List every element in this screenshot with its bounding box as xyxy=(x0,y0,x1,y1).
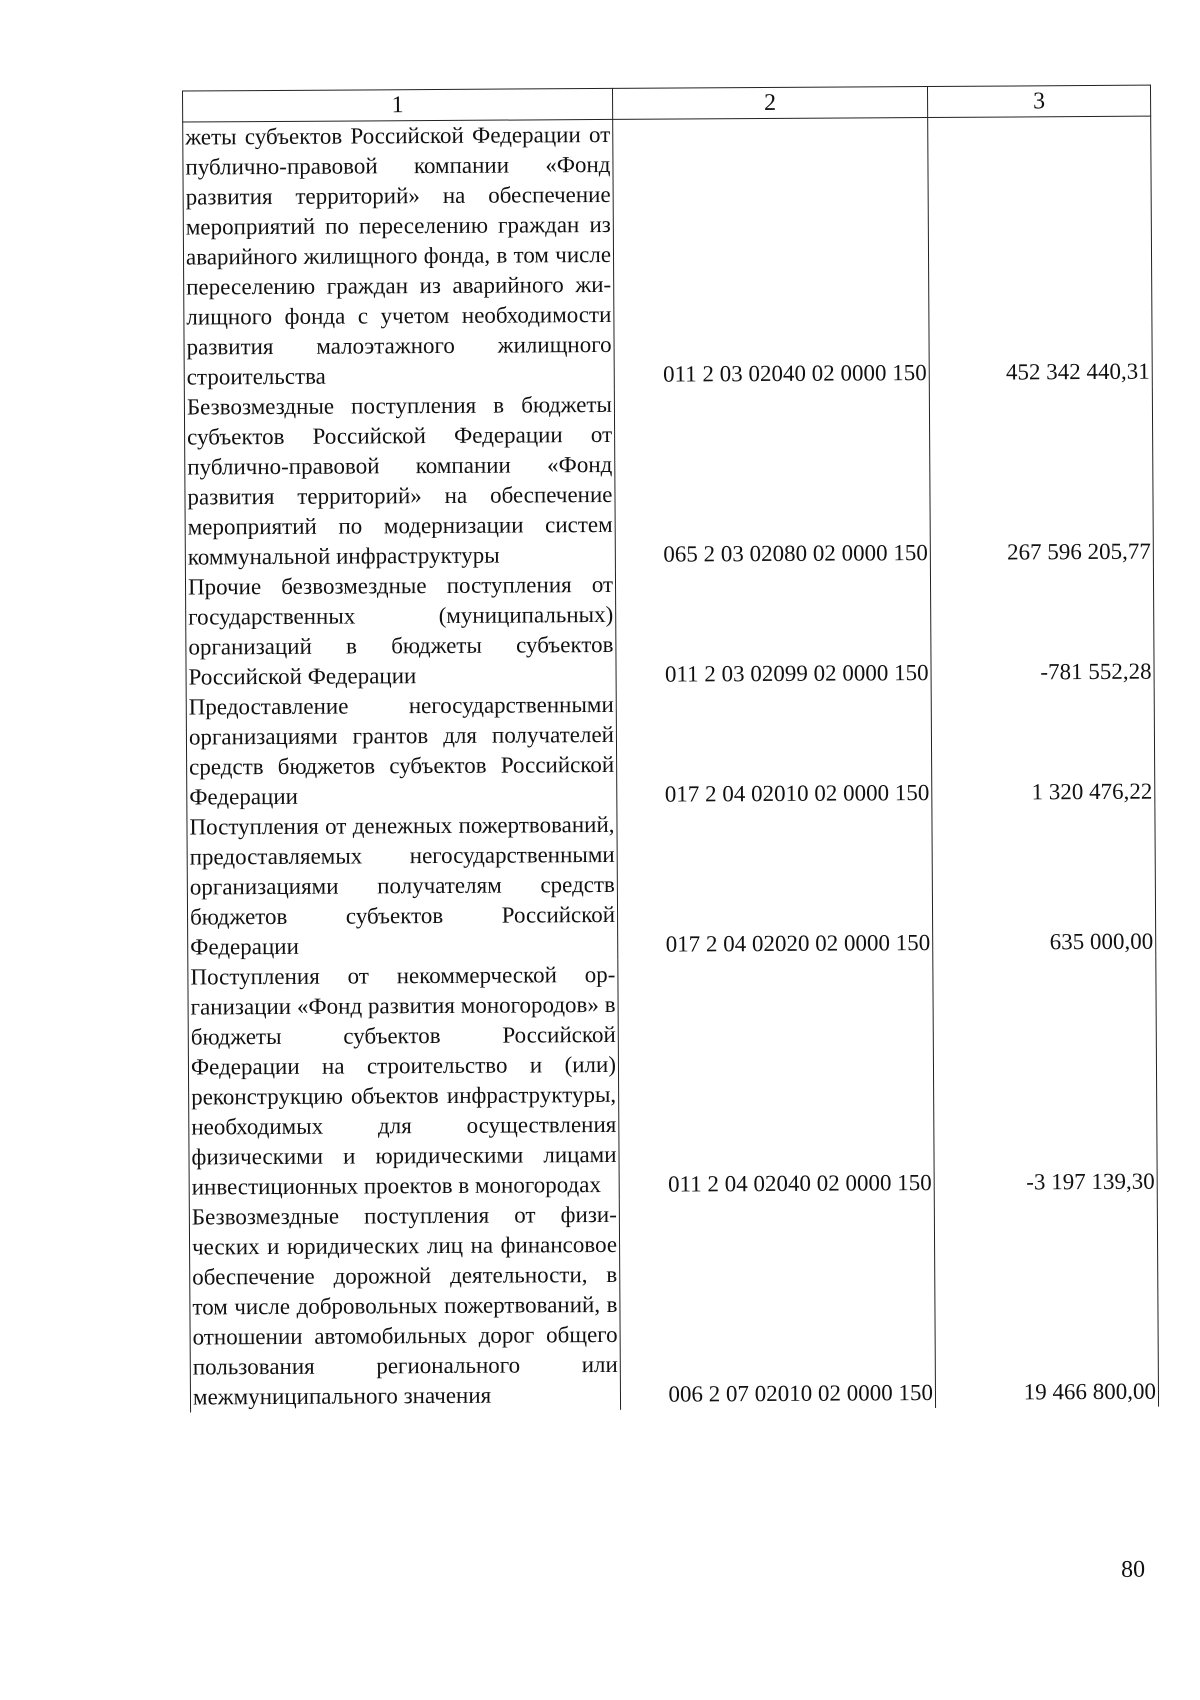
table-row xyxy=(185,567,1154,693)
table-row xyxy=(188,957,1157,1203)
row-code: 065 2 03 02080 02 0000 150 xyxy=(614,388,930,570)
row-description: Безвозмездные поступления в бюджеты субъектов Российской Федерации от публично-правовой компании «Фонд развития территорий» на обеспечение мероприятий по модернизации систем коммунальной инфраструктуры xyxy=(184,390,615,573)
row-amount: 452 342 440,31 xyxy=(928,116,1153,388)
column-header-3: 3 xyxy=(927,85,1150,117)
column-header-2: 2 xyxy=(612,86,927,119)
row-amount: 267 596 205,77 xyxy=(929,387,1153,568)
row-code: 006 2 07 02010 02 0000 150 xyxy=(619,1198,935,1410)
row-code: 011 2 03 02099 02 0000 150 xyxy=(615,568,931,690)
row-description: Поступления от денежных пожертвований, предоставляемых негосударственными организациями получателям средств бюджетов субъектов Российской Федерации xyxy=(187,810,618,963)
row-amount: -781 552,28 xyxy=(930,567,1154,688)
page-number: 80 xyxy=(1120,1556,1146,1583)
row-code: 017 2 04 02010 02 0000 150 xyxy=(616,688,932,810)
row-code: 011 2 04 02040 02 0000 150 xyxy=(618,958,934,1200)
row-amount: 1 320 476,22 xyxy=(931,687,1155,808)
row-amount: 19 466 800,00 xyxy=(934,1197,1158,1408)
budget-table xyxy=(182,85,1159,1413)
row-code: 017 2 04 02020 02 0000 150 xyxy=(617,808,933,960)
row-description: Поступления от некоммерческой организации «Фонд развития моногородов» в бюджеты субъектов Российской Федерации на строительство и (или) реконструкцию объектов инфраструктуры, необходимых для осуществления физическими и юридическими лицами инвестиционных проектов в моногородах xyxy=(188,960,619,1203)
row-description: Предоставление негосударственными организациями грантов для получателей средств бюджетов субъектов Российской Федерации xyxy=(186,690,617,813)
row-description: Безвозмездные поступления от физических и юридических лиц на финансовое обеспечение дорожной деятельности, в том числе добровольных пожертвований, в отношении автомобильных дорог общего пользования регионального или межмуниципального значения xyxy=(189,1200,620,1413)
row-amount: -3 197 139,30 xyxy=(933,957,1157,1198)
table-row xyxy=(183,116,1153,392)
row-code: 011 2 03 02040 02 0000 150 xyxy=(613,117,930,389)
column-header-1: 1 xyxy=(182,88,612,122)
table-row xyxy=(186,687,1155,813)
table-row xyxy=(189,1197,1158,1413)
table-row xyxy=(184,387,1153,573)
row-description: жеты субъектов Российской Федерации от публично-правовой компании «Фонд развития территорий» на обеспечение мероприятий по переселению граждан из аварийного жилищного фонда, в том числе переселению граждан из аварийного жилищного фонда с учетом необходимости развития малоэтажного жилищного строительства xyxy=(183,119,615,392)
row-amount: 635 000,00 xyxy=(932,807,1156,958)
row-description: Прочие безвозмездные поступления от государственных (муниципальных) организаций в бюджеты субъектов Российской Федерации xyxy=(185,570,616,693)
table-row xyxy=(187,807,1156,963)
